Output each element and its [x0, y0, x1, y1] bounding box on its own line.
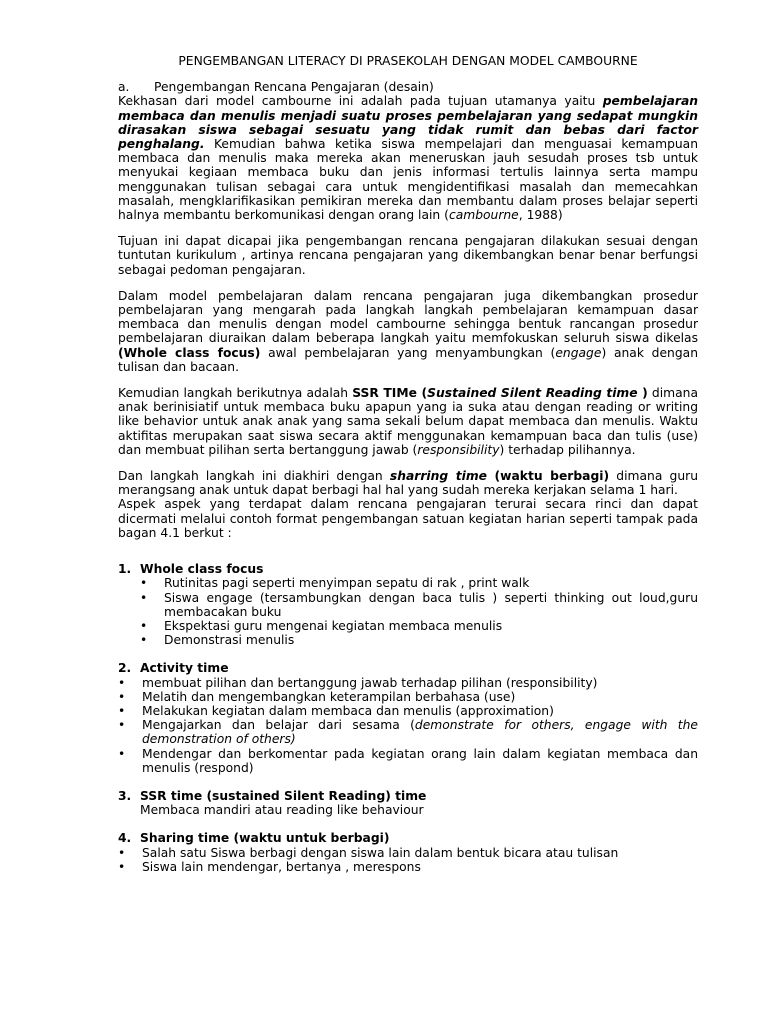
- p5-bold-italic: sharring time: [389, 469, 487, 484]
- list-number: 1.: [118, 562, 132, 577]
- bullet-text: Melakukan kegiatan dalam membaca dan menulis (approximation): [142, 703, 554, 718]
- bullet-icon: •: [140, 633, 148, 648]
- document-title: PENGEMBANGAN LITERACY DI PRASEKOLAH DENGAN MODEL CAMBOURNE: [178, 54, 638, 68]
- bullet-icon: •: [118, 859, 126, 874]
- list-number: 4.: [118, 831, 132, 846]
- bullet-icon: •: [140, 576, 148, 591]
- bullet-text: Demonstrasi menulis: [164, 633, 295, 648]
- bullet-icon: •: [118, 703, 126, 718]
- bullet-item: [118, 747, 698, 775]
- bullet-item: [140, 591, 698, 619]
- list-item-1-bullets: [118, 576, 698, 647]
- paragraph-2: Tujuan ini dapat dicapai jika pengembangan rencana pengajaran dilakukan sesuai dengan tuntutan kurikulum , artinya rencana pengajaran yang dikembangkan benar benar berfungsi sebagai pedoman pengajaran.: [118, 234, 698, 277]
- p1-text-2: Kemudian bahwa ketika siswa mempelajari dan menguasai kemampuan membaca dan menulis maka mereka akan meneruskan jauh sesudah proses tsb untuk menyukai kegiaan membaca buku dan jenis informasi tertulis lainnya serta mampu menggunakan tulisan sebagai cara untuk mengidentifikasi masalah dan memecahkan masalah, mengklarifikasikan pemikiran mereka dan membantu dalam proses belajar seperti halnya membantu berkomunikasi dengan orang lain (: [118, 137, 698, 223]
- p1-emphasis: pembelajaran membaca dan menulis menjadi suatu proses pembelajaran yang sedapat mungkin dirasakan siswa sebagai sesuatu yang tidak rumit dan bebas dari factor penghalang.: [118, 94, 698, 152]
- numbered-list: [118, 562, 698, 874]
- p3-text-2: awal pembelajaran yang menyambungkan (: [260, 345, 556, 360]
- bullet-item: [140, 619, 698, 633]
- bullet-text-italic: demonstrate for others, engage with the demonstration of others): [142, 718, 698, 747]
- bullet-item: [140, 633, 698, 647]
- p4-bold-2: ): [637, 386, 648, 401]
- paragraph-5: [118, 469, 698, 497]
- p3-text-3: ) anak dengan tulisan dan bacaan.: [118, 345, 698, 374]
- p1-text-3: , 1988): [518, 208, 563, 223]
- p3-italic: engage: [555, 345, 602, 360]
- bullet-text: Melatih dan mengembangkan keterampilan berbahasa (use): [142, 689, 516, 704]
- bullet-text: Rutinitas pagi seperti menyimpan sepatu di rak , print walk: [164, 576, 530, 591]
- p4-text-3: ) terhadap pilihannya.: [499, 442, 636, 457]
- bullet-item: [118, 718, 698, 746]
- p4-text-2: dimana anak berinisiatif untuk membaca buku apapun yang ia suka atau dengan reading or writing like behavior untuk anak anak yang sama sekali belum dapat membaca dan menulis. Waktu aktifitas merupakan saat siswa secara aktif menggunakan kemampuan baca dan tulis (use) dan membuat pilihan serta bertanggung jawab (: [118, 386, 698, 457]
- list-title: SSR time (sustained Silent Reading) time: [140, 788, 427, 803]
- p3-bold: (Whole class focus): [118, 345, 261, 360]
- bullet-item: [140, 576, 698, 590]
- bullet-text: membuat pilihan dan bertanggung jawab terhadap pilihan (responsibility): [142, 675, 598, 690]
- paragraph-4: [118, 386, 698, 457]
- section-number: a.: [118, 80, 130, 95]
- list-item-4-bullets: [118, 846, 698, 874]
- section-a-heading: [118, 80, 698, 94]
- p5-bold: (waktu berbagi): [486, 469, 610, 484]
- paragraph-1: [118, 94, 698, 222]
- p4-text-1: Kemudian langkah berikutnya adalah: [118, 386, 353, 401]
- list-item-2-heading: [118, 661, 698, 675]
- bullet-icon: •: [118, 675, 126, 690]
- section-title: Pengembangan Rencana Pengajaran (desain): [154, 80, 434, 95]
- list-number: 3.: [118, 788, 132, 803]
- p5-text-2: dimana guru merangsang anak untuk dapat berbagi hal hal yang sudah mereka kerjakan selama 1 hari.: [118, 469, 698, 498]
- list-title: Sharing time (waktu untuk berbagi): [140, 831, 390, 846]
- bullet-icon: •: [118, 718, 126, 733]
- list-item-4-heading: [118, 831, 698, 845]
- p1-text-1: Kekhasan dari model cambourne ini adalah pada tujuan utamanya yaitu: [118, 94, 603, 109]
- list-item-2-bullets: [118, 676, 698, 775]
- document-body: [118, 54, 698, 874]
- bullet-text: Mendengar dan berkomentar pada kegiatan orang lain dalam kegiatan membaca dan menulis (respond): [142, 746, 698, 775]
- p1-citation: cambourne: [448, 208, 519, 223]
- list-title: Whole class focus: [140, 562, 264, 577]
- bullet-text: [142, 718, 698, 746]
- list-number: 2.: [118, 661, 132, 676]
- bullet-item: [118, 846, 698, 860]
- bullet-text: Siswa lain mendengar, bertanya , merespons: [142, 859, 421, 874]
- p4-bold-1: SSR TIMe (: [352, 386, 428, 401]
- list-title: Activity time: [140, 661, 229, 676]
- paragraph-6: Aspek aspek yang terdapat dalam rencana pengajaran terurai secara rinci dan dapat dicermati melalui contoh format pengembangan satuan kegiatan harian seperti tampak pada bagan 4.1 berkut :: [118, 497, 698, 540]
- p4-bold-italic: Sustained Silent Reading time: [427, 386, 638, 401]
- bullet-text: Siswa engage (tersambungkan dengan baca tulis ) seperti thinking out loud,guru membacakan buku: [164, 590, 698, 619]
- bullet-item: [118, 690, 698, 704]
- bullet-item: [118, 676, 698, 690]
- bullet-item: [118, 860, 698, 874]
- bullet-text: Ekspektasi guru mengenai kegiatan membaca menulis: [164, 618, 503, 633]
- bullet-item: [118, 704, 698, 718]
- bullet-icon: •: [140, 618, 148, 633]
- list-item-3-heading: [118, 789, 698, 803]
- paragraph-3: [118, 289, 698, 374]
- list-item-1-heading: [118, 562, 698, 576]
- p3-text-1: Dalam model pembelajaran dalam rencana pengajaran juga dikembangkan prosedur pembelajaran yang mengarah pada langkah langkah pembelajaran kemampuan dasar membaca dan menulis dengan model cambourne sehingga bentuk rancangan prosedur pembelajaran diuraikan dalam beberapa langkah yaitu memfokuskan seluruh siswa dikelas: [118, 288, 698, 346]
- spacer: [118, 540, 698, 562]
- bullet-icon: •: [118, 845, 126, 860]
- bullet-icon: •: [118, 746, 126, 761]
- bullet-icon: •: [140, 590, 148, 605]
- p4-italic: responsibility: [417, 442, 500, 457]
- bullet-text: Salah satu Siswa berbagi dengan siswa lain dalam bentuk bicara atau tulisan: [142, 845, 619, 860]
- p5-text-1: Dan langkah langkah ini diakhiri dengan: [118, 469, 390, 484]
- bullet-text-plain: Mengajarkan dan belajar dari sesama (: [142, 718, 415, 733]
- bullet-icon: •: [118, 689, 126, 704]
- list-item-3-body: Membaca mandiri atau reading like behaviour: [140, 803, 424, 818]
